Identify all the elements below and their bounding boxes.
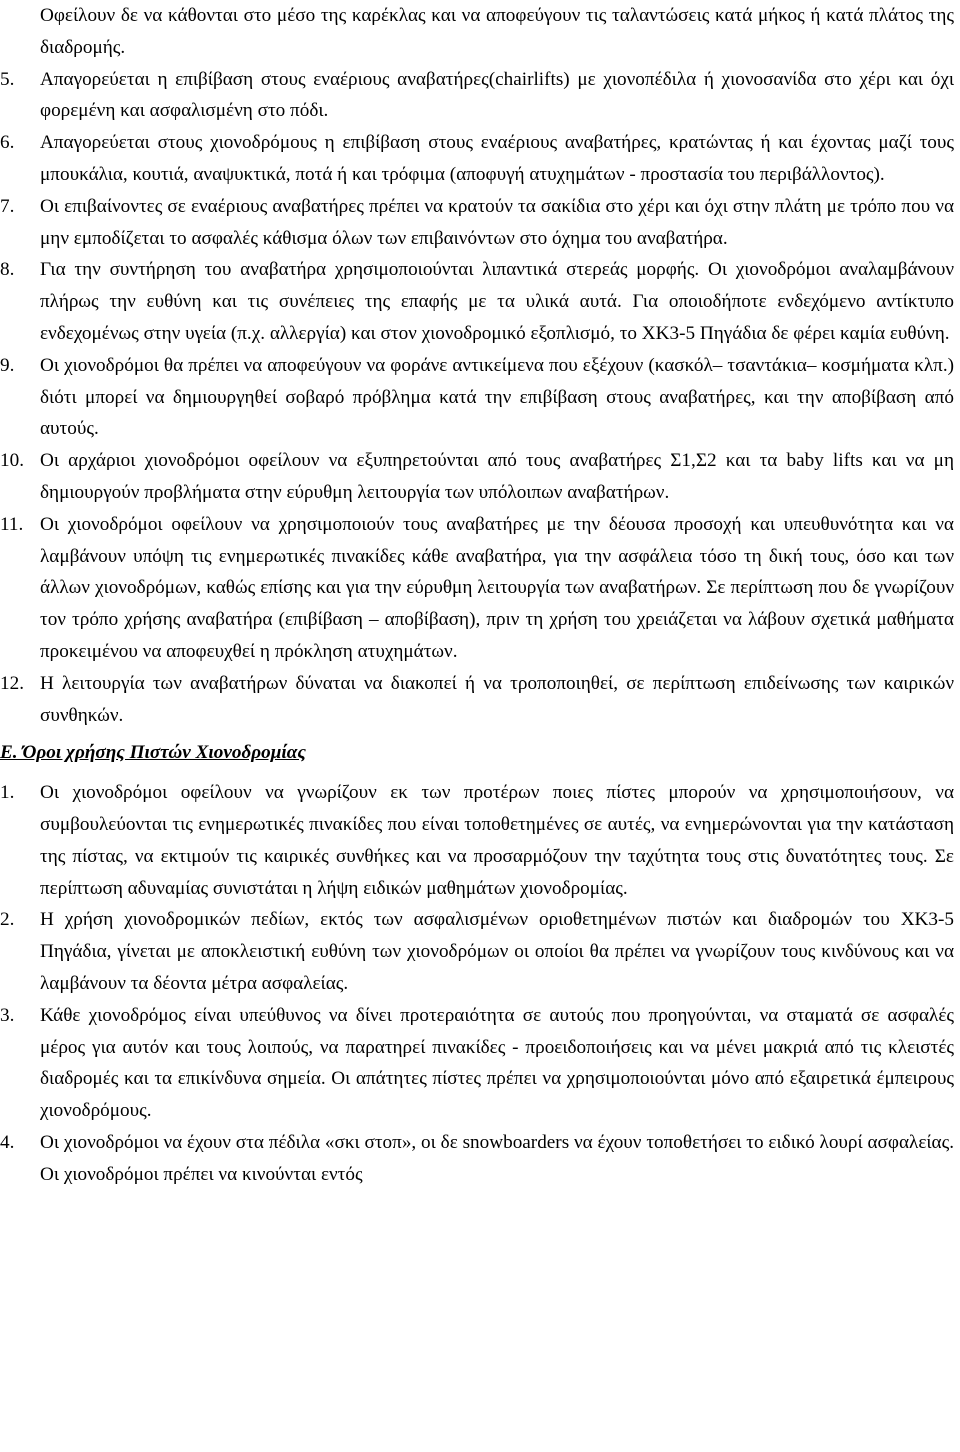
- item-text: Η λειτουργία των αναβατήρων δύναται να διακοπεί ή να τροποποιηθεί, σε περίπτωση επιδείνωσης των καιρικών συνθηκών.: [40, 672, 954, 726]
- list-item: [0, 350, 954, 445]
- item-text: Απαγορεύεται η επιβίβαση στους εναέριους αναβατήρες(chairlifts) με χιονοπέδιλα ή χιονοσανίδα στο χέρι και όχι φορεμένη και ασφαλισμένη στο πόδι.: [40, 68, 954, 122]
- list-item: [0, 254, 954, 349]
- list-item: [0, 904, 954, 999]
- item-number: 4.: [0, 1131, 15, 1153]
- item-number: 6.: [0, 132, 15, 154]
- list-item: [0, 1127, 954, 1191]
- list-item: [0, 1000, 954, 1127]
- section-heading-text: Ε. Όροι χρήσης Πιστών Χιονοδρομίας: [0, 742, 306, 764]
- item-number: 3.: [0, 1004, 15, 1026]
- item-number: 1.: [0, 782, 15, 804]
- item-number: 12.: [0, 672, 24, 694]
- item-text: Οι χιονοδρόμοι να έχουν στα πέδιλα «σκι στοπ», οι δε snowboarders να έχουν τοποθετήσει το ειδικό λουρί ασφαλείας. Οι χιονοδρόμοι πρέπει να κινούνται εντός: [40, 1131, 954, 1185]
- item-text: Για την συντήρηση του αναβατήρα χρησιμοποιούνται λιπαντικά στερεάς μορφής. Οι χιονοδρόμοι αναλαμβάνουν πλήρως την ευθύνη και τις συνέπειες της επαφής με τα υλικά αυτά. Για οποιοδήποτε ενδεχόμενο αντίκτυπο ενδεχομένως στην υγεία (π.χ. αλλεργία) και στον χιονοδρομικό εξοπλισμό, το ΧΚ3-5 Πηγάδια δε φέρει καμία ευθύνη.: [40, 259, 954, 344]
- item-text: Η χρήση χιονοδρομικών πεδίων, εκτός των ασφαλισμένων οριοθετημένων πιστών και διαδρομών του ΧΚ3-5 Πηγάδια, γίνεται με αποκλειστική ευθύνη των χιονοδρόμων οι οποίοι θα πρέπει να γνωρίζουν τους κινδύνους και να λαμβάνουν τα δέοντα μέτρα ασφαλείας.: [40, 909, 954, 994]
- item-text: Οι επιβαίνοντες σε εναέριους αναβατήρες πρέπει να κρατούν τα σακίδια στο χέρι και όχι στην πλάτη με τρόπο που να μην εμποδίζεται το ασφαλές κάθισμα όλων των επιβαινόντων στο όχημα του αναβατήρα.: [40, 195, 954, 249]
- item-number: 5.: [0, 68, 15, 90]
- list-item: [0, 445, 954, 509]
- item-text: Οι χιονοδρόμοι θα πρέπει να αποφεύγουν να φοράνε αντικείμενα που εξέχουν (κασκόλ– τσαντάκια– κοσμήματα κλπ.) διότι μπορεί να δημιουργηθεί σοβαρό πρόβλημα κατά την επιβίβαση στους αναβατήρες, και την αποβίβαση από αυτούς.: [40, 354, 954, 440]
- continued-paragraph: Οφείλουν δε να κάθονται στο μέσο της καρέκλας και να αποφεύγουν τις ταλαντώσεις κατά μήκος ή κατά πλάτος της διαδρομής.: [40, 5, 954, 58]
- section-heading: [0, 737, 954, 769]
- item-number: 2.: [0, 909, 15, 931]
- item-text: Κάθε χιονοδρόμος είναι υπεύθυνος να δίνει προτεραιότητα σε αυτούς που προηγούνται, να σταματά σε ασφαλές μέρος για αυτόν και τους λοιπούς, να παρατηρεί πινακίδες - προειδοποιήσεις και να μένει μακριά από τις κλειστές διαδρομές και τα επικίνδυνα σημεία. Οι απάτητες πίστες πρέπει να χρησιμοποιούνται μόνο από εξαιρετικά έμπειρους χιονοδρόμους.: [40, 1004, 954, 1122]
- item-number: 11.: [0, 513, 24, 535]
- list-item: [0, 127, 954, 191]
- list-item: [0, 777, 954, 904]
- slope-rules-list: [0, 777, 954, 1190]
- item-number: 8.: [0, 259, 15, 281]
- lift-rules-list: [0, 64, 954, 732]
- item-number: 9.: [0, 354, 15, 376]
- list-item: [0, 64, 954, 128]
- list-item: [0, 191, 954, 255]
- item-number: 7.: [0, 195, 15, 217]
- list-item: [0, 668, 954, 732]
- list-item: [0, 509, 954, 668]
- item-text: Οι χιονοδρόμοι οφείλουν να χρησιμοποιούν τους αναβατήρες με την δέουσα προσοχή και υπευθυνότητα και να λαμβάνουν υπόψη τις ενημερωτικές πινακίδες κάθε αναβατήρα, για την ασφάλεια τόσο τη δική τους, όσο και των άλλων χιονοδρόμων, καθώς επίσης και για την εύρυθμη λειτουργία των αναβατήρων. Σε περίπτωση που δε γνωρίζουν τον τρόπο χρήσης αναβατήρα (επιβίβαση – αποβίβαση), πριν τη χρήση του χρειάζεται να λάβουν σχετικά μαθήματα προκειμένου να αποφευχθεί η πρόκληση ατυχημάτων.: [40, 513, 954, 662]
- item-text: Οι αρχάριοι χιονοδρόμοι οφείλουν να εξυπηρετούνται από τους αναβατήρες Σ1,Σ2 και τα baby lifts και να μη δημιουργούν προβλήματα στην εύρυθμη λειτουργία των υπόλοιπων αναβατήρων.: [40, 450, 954, 503]
- item-text: Οι χιονοδρόμοι οφείλουν να γνωρίζουν εκ των προτέρων ποιες πίστες μπορούν να χρησιμοποιήσουν, να συμβουλεύονται τις ενημερωτικές πινακίδες που είναι τοποθετημένες σε αυτές, να ενημερώνονται για την κατάσταση της πίστας, να εκτιμούν τις καιρικές συνθήκες και να προσαρμόζουν την ταχύτητα τους στις δυνατότητες τους. Σε περίπτωση αδυναμίας συνιστάται η λήψη ειδικών μαθημάτων χιονοδρομίας.: [40, 782, 954, 899]
- item-number: 10.: [0, 450, 24, 472]
- item-text: Απαγορεύεται στους χιονοδρόμους η επιβίβαση στους εναέριους αναβατήρες, κρατώντας ή και έχοντας μαζί τους μπουκάλια, κουτιά, αναψυκτικά, ποτά ή και τρόφιμα (αποφυγή ατυχημάτων - προστασία του περιβάλλοντος).: [40, 132, 954, 185]
